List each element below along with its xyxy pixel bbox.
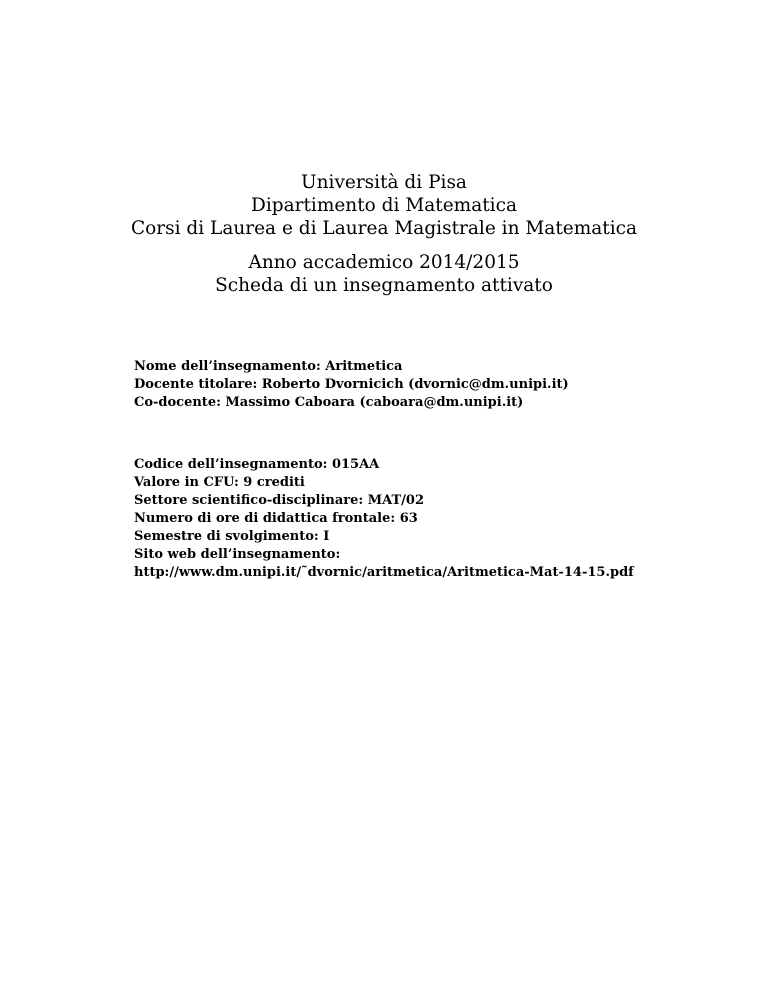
document-header [0,171,768,297]
degree-programs: Corsi di Laurea e di Laurea Magistrale in Matematica [130,218,638,239]
department-name: Dipartimento di Matematica [251,195,517,216]
course-code: Codice dell’insegnamento: 015AA [134,457,380,472]
website-label: Sito web dell’insegnamento: [134,547,341,562]
form-title: Scheda di un insegnamento attivato [215,275,553,296]
co-teacher: Co-docente: Massimo Caboara (caboara@dm.unipi.it) [134,395,524,410]
teaching-hours: Numero di ore di didattica frontale: 63 [134,511,418,526]
university-name: Università di Pisa [301,172,467,193]
teachers-section [134,358,754,412]
academic-year: Anno accademico 2014/2015 [248,252,520,273]
semester: Semestre di svolgimento: I [134,529,330,544]
header-spacer [0,240,768,251]
course-name: Nome dell’insegnamento: Aritmetica [134,359,403,374]
course-details-section [134,456,754,582]
course-cfu: Valore in CFU: 9 crediti [134,475,305,490]
website-url: http://www.dm.unipi.it/˜dvornic/aritmetica/Aritmetica-Mat-14-15.pdf [134,565,634,580]
main-teacher: Docente titolare: Roberto Dvornicich (dvornic@dm.unipi.it) [134,377,569,392]
scientific-sector: Settore scientifico-disciplinare: MAT/02 [134,493,425,508]
